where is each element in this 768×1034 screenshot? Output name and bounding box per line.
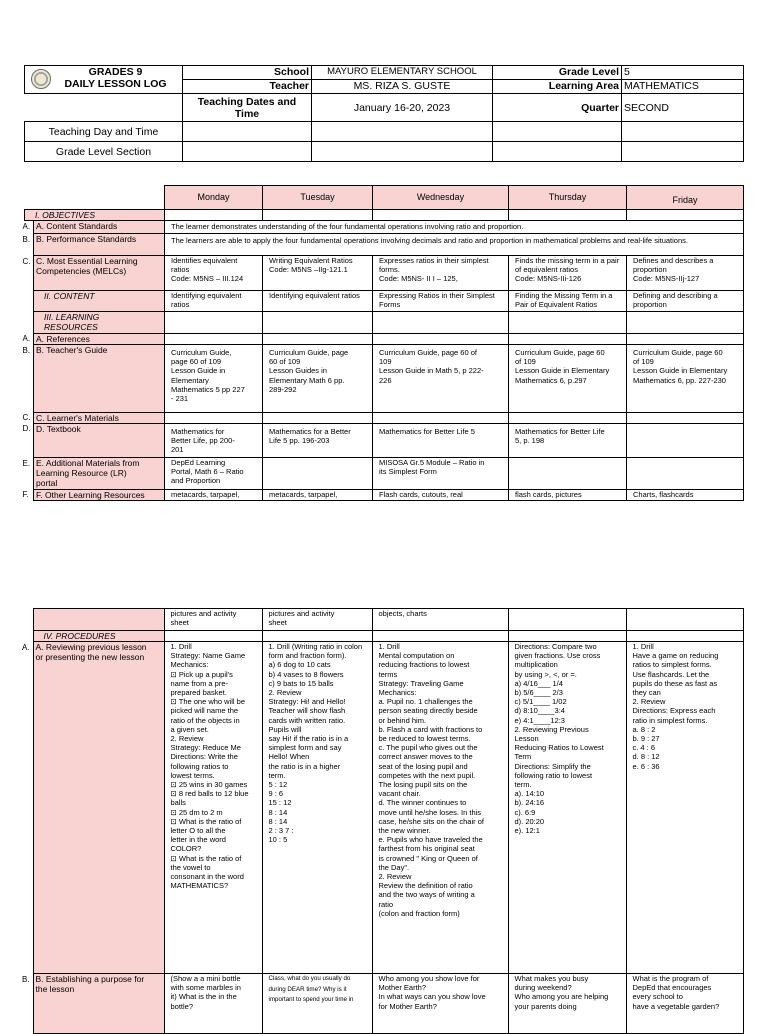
grade-section-cell — [312, 142, 493, 162]
grade-section-cell — [622, 142, 744, 162]
additional-thursday — [509, 458, 627, 490]
dates-label: Teaching Dates and Time — [183, 94, 312, 122]
other-tuesday: metacards, tarpapel, — [263, 490, 373, 501]
letter-e: E. — [22, 458, 31, 468]
school-value: MAYURO ELEMENTARY SCHOOL — [312, 66, 493, 80]
textbook-thursday: Mathematics for Better Life 5, p. 198 — [509, 424, 627, 458]
additional-tuesday — [263, 458, 373, 490]
procedures-heading: IV. PROCEDURES — [33, 631, 164, 642]
teachers-guide-label: B. Teacher's Guide — [34, 345, 165, 413]
additional-monday: DepEd Learning Portal, Math 6 – Ratio and Proportion — [165, 458, 263, 490]
melcs-label: C. Most Essential Learning Competencies (MELCs) — [34, 256, 165, 291]
day-tuesday: Tuesday — [263, 186, 373, 210]
deped-seal-icon — [31, 69, 51, 89]
lesson-plan-table-continued — [24, 608, 744, 1034]
letter-a-references: A. — [22, 333, 31, 343]
other-resources-label: F. Other Learning Resources — [34, 490, 165, 501]
melcs-monday: Identifies equivalent ratios Code: M5NS – III.124 — [165, 256, 263, 291]
letter-a: A. — [22, 222, 31, 231]
melcs-friday: Defines and describes a proportion Code: M5NS-IIj-127 — [627, 256, 744, 291]
quarter-value: SECOND — [622, 94, 744, 122]
learning-resources-heading: III. LEARNING RESOURCES — [34, 312, 165, 334]
other-wednesday: Flash cards, cutouts, real — [373, 490, 509, 501]
teaching-day-time-cell — [312, 122, 493, 142]
melcs-thursday: Finds the missing term in a pair of equivalent ratios Code: M5NS-IIi-126 — [509, 256, 627, 291]
other-friday: Charts, flashcards — [627, 490, 744, 501]
additional-materials-label: E. Additional Materials from Learning Resource (LR) portal — [34, 458, 165, 490]
textbook-monday: Mathematics for Better Life, pp 200- 201 — [165, 424, 263, 458]
letter-b-guide: B. — [22, 345, 31, 355]
content-standards-text: The learner demonstrates understanding of the four fundamental operations involving ratio and proportion. — [165, 221, 744, 234]
additional-wednesday: MISOSA Gr.5 Module – Ratio in its Simplest Form — [373, 458, 509, 490]
day-thursday: Thursday — [509, 186, 627, 210]
grade-level-section-label: Grade Level Section — [25, 142, 183, 162]
resources-continued-label — [33, 609, 164, 631]
letter-a-reviewing: A. — [22, 642, 30, 652]
objectives-heading: I. OBJECTIVES — [25, 210, 165, 221]
title-grades: GRADES 9 — [88, 66, 143, 78]
resources-cont-tuesday: pictures and activity sheet — [262, 609, 372, 631]
melcs-tuesday: Writing Equivalent Ratios Code: M5NS –IIg-121.1 — [263, 256, 373, 291]
references-label: A. References — [34, 334, 165, 345]
quarter-label: Quarter — [493, 94, 622, 122]
content-tuesday: Identifying equivalent ratios — [263, 291, 373, 312]
reviewing-wednesday: 1. Drill Mental computation on reducing fractions to lowest terms Strategy: Traveling Game Mechanics: a. Pupil no. 1 challenges the person seating directly beside or behind him. b. Flash a card with fractions to be reduced to lowest terms. c. The pupil who gives out the correct answer moves to the seat of the losing pupil and competes with the next pupil. The losing pupil sits on the vacant chair. d. The winner continues to move until he/she loses. In this case, he/she sits on the chair of the new winner. e. Pupils who have traveled the farthest from his original seat is crowned " King or Queen of the Day". 2. Review Review the definition of ratio and the two ways of writing a ratio (colon and fraction form) — [372, 642, 508, 974]
content-friday: Defining and describing a proportion — [627, 291, 744, 312]
reviewing-tuesday: 1. Drill (Writing ratio in colon form and fraction form). a) 6 dog to 10 cats b) 4 vases to 8 flowers c) 9 bats to 15 balls 2. Review Strategy: Hi! and Hello! Teacher will show flash cards with written ratio. Pupils will say Hi! if the ratio is in a simplest form and say Hello! When the ratio is in a higher term. 5 : 12 9 : 6 15 : 12 8 : 14 8 : 14 2 : 3 7 : 10 : 5 — [262, 642, 372, 974]
other-monday: metacards, tarpapel, — [165, 490, 263, 501]
purpose-monday: (Show a a mini bottle with some marbles in it) What is the in the bottle? — [164, 974, 262, 1034]
content-wednesday: Expressing Ratios in their Simplest Forms — [373, 291, 509, 312]
content-standards-label: A. Content Standards — [34, 221, 165, 234]
lesson-plan-table — [24, 185, 744, 501]
other-thursday: flash cards, pictures — [509, 490, 627, 501]
purpose-tuesday: Class, what do you usually do during DEAR time? Why is it important to spend your time in — [262, 974, 372, 1034]
letter-b: B. — [22, 234, 31, 244]
teaching-day-time-cell — [183, 122, 312, 142]
purpose-friday: What is the program of DepEd that encourages every school to have a vegetable garden? — [626, 974, 743, 1034]
grade-level-value: 5 — [622, 66, 744, 80]
letter-f: F. — [22, 489, 29, 499]
textbook-friday — [627, 424, 744, 458]
content-monday: Identifying equivalent ratios — [165, 291, 263, 312]
log-title — [25, 66, 183, 94]
purpose-thursday: What makes you busy during weekend? Who among you are helping your parents doing — [508, 974, 626, 1034]
day-wednesday: Wednesday — [373, 186, 509, 210]
textbook-label: D. Textbook — [34, 424, 165, 458]
title-daily-lesson-log: DAILY LESSON LOG — [64, 78, 167, 90]
reviewing-monday: 1. Drill Strategy: Name Game Mechanics: ⊡ Pick up a pupil's name from a pre- prepared basket. ⊡ The one who will be picked will name the ratio of the objects in a given set. 2. Review Strategy: Reduce Me Directions: Write the following ratios to lowest terms. ⊡ 25 wins in 30 games ⊡ 8 red balls to 12 blue balls ⊡ 25 dm to 2 m ⊡ What is the ratio of letter O to all the letter in the word COLOR? ⊡ What is the ratio of the vowel to consonant in the word MATHEMATICS? — [164, 642, 262, 974]
melcs-wednesday: Expresses ratios in their simplest forms. Code: M5NS- II I – 125, — [373, 256, 509, 291]
days-corner — [25, 186, 165, 210]
letter-c: C. — [22, 256, 31, 266]
grade-section-cell — [183, 142, 312, 162]
learning-area-label: Learning Area — [493, 80, 622, 94]
performance-standards-text: The learners are able to apply the four fundamental operations involving decimals and ratio and proportion in mathematical problems and real-life situations. — [165, 234, 744, 256]
purpose-label: B. Establishing a purpose for the lesson — [33, 974, 164, 1034]
textbook-wednesday: Mathematics for Better Life 5 — [373, 424, 509, 458]
teacher-value: MS. RIZA S. GUSTE — [312, 80, 493, 94]
resources-cont-wednesday: objects, charts — [372, 609, 508, 631]
learning-area-value: MATHEMATICS — [622, 80, 744, 94]
teacher-label: Teacher — [183, 80, 312, 94]
content-heading: II. CONTENT — [34, 291, 165, 312]
letter-c-materials: C. — [22, 412, 31, 422]
grade-section-cell — [493, 142, 622, 162]
resources-cont-thursday — [508, 609, 626, 631]
purpose-wednesday: Who among you show love for Mother Earth? In what ways can you show love for Mother Earth? — [372, 974, 508, 1034]
additional-friday — [627, 458, 744, 490]
reviewing-label: A. Reviewing previous lesson or presenting the new lesson — [33, 642, 164, 974]
day-monday: Monday — [165, 186, 263, 210]
grade-level-label: Grade Level — [493, 66, 622, 80]
textbook-tuesday: Mathematics for a Better Life 5 pp. 196-203 — [263, 424, 373, 458]
header-blank — [25, 94, 183, 122]
letter-b-purpose: B. — [22, 974, 30, 984]
guide-friday: Curriculum Guide, page 60 of 109 Lesson Guide in Elementary Mathematics 6, pp. 227-230 — [627, 345, 744, 413]
performance-standards-label: B. Performance Standards — [34, 234, 165, 256]
teaching-day-time-cell — [622, 122, 744, 142]
dates-value: January 16-20, 2023 — [312, 94, 493, 122]
letter-d: D. — [22, 423, 31, 433]
school-label: School — [183, 66, 312, 80]
guide-tuesday: Curriculum Guide, page 60 of 109 Lesson Guides in Elementary Math 6 pp. 289-292 — [263, 345, 373, 413]
content-thursday: Finding the Missing Term in a Pair of Equivalent Ratios — [509, 291, 627, 312]
header-table — [24, 65, 744, 162]
day-friday: Friday — [627, 186, 744, 210]
guide-thursday: Curriculum Guide, page 60 of 109 Lesson Guide in Elementary Mathematics 6, p.297 — [509, 345, 627, 413]
reviewing-friday: 1. Drill Have a game on reducing ratios to simplest forms. Use flashcards. Let the pupils do these as fast as they can 2. Review Directions: Express each ratio in simplest forms. a. 8 : 2 b. 9 : 27 c. 4 : 6 d. 8 : 12 e. 6 : 36 — [626, 642, 743, 974]
learners-materials-label: C. Learner's Materials — [34, 413, 165, 424]
guide-wednesday: Curriculum Guide, page 60 of 109 Lesson Guide in Math 5, p 222- 226 — [373, 345, 509, 413]
resources-cont-friday — [626, 609, 743, 631]
guide-monday: Curriculum Guide, page 60 of 109 Lesson Guide in Elementary Mathematics 5 pp 227 - 231 — [165, 345, 263, 413]
teaching-day-time-label: Teaching Day and Time — [25, 122, 183, 142]
resources-cont-monday: pictures and activity sheet — [164, 609, 262, 631]
reviewing-thursday: Directions: Compare two given fractions. Use cross multiplication by using >, <, or =. a) 4/16___ 1/4 b) 5/6____ 2/3 c) 5/1____ 1/02 d) 8:10____3:4 e) 4:1____12:3 2. Reviewing Previous Lesson Reducing Ratios to Lowest Term Directions: Simplify the following ratio to lowest term. a). 14:10 b). 24:16 c). 6:9 d). 20:20 e). 12:1 — [508, 642, 626, 974]
teaching-day-time-cell — [493, 122, 622, 142]
